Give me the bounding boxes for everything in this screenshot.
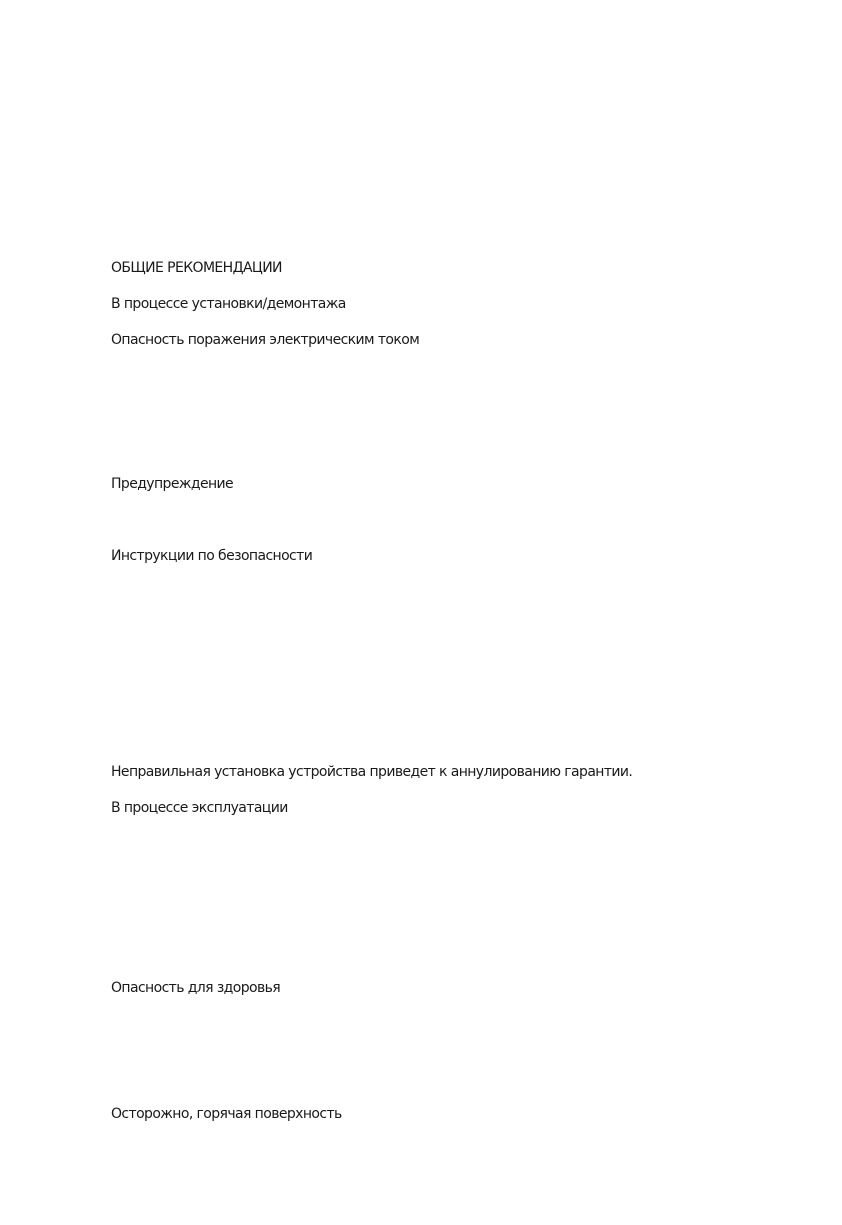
subheading-operation: В процессе эксплуатации — [111, 800, 288, 816]
warranty-notice: Неправильная установка устройства приведет к аннулированию гарантии. — [111, 764, 633, 780]
health-hazard-warning: Опасность для здоровья — [111, 980, 281, 996]
hot-surface-warning: Осторожно, горячая поверхность — [111, 1106, 342, 1122]
warning-electric-shock: Опасность поражения электрическим током — [111, 332, 420, 348]
subheading-installation: В процессе установки/демонтажа — [111, 296, 346, 312]
warning-label: Предупреждение — [111, 476, 234, 492]
safety-instructions-heading: Инструкции по безопасности — [111, 548, 313, 564]
section-heading-general-recommendations: ОБЩИЕ РЕКОМЕНДАЦИИ — [111, 260, 282, 276]
